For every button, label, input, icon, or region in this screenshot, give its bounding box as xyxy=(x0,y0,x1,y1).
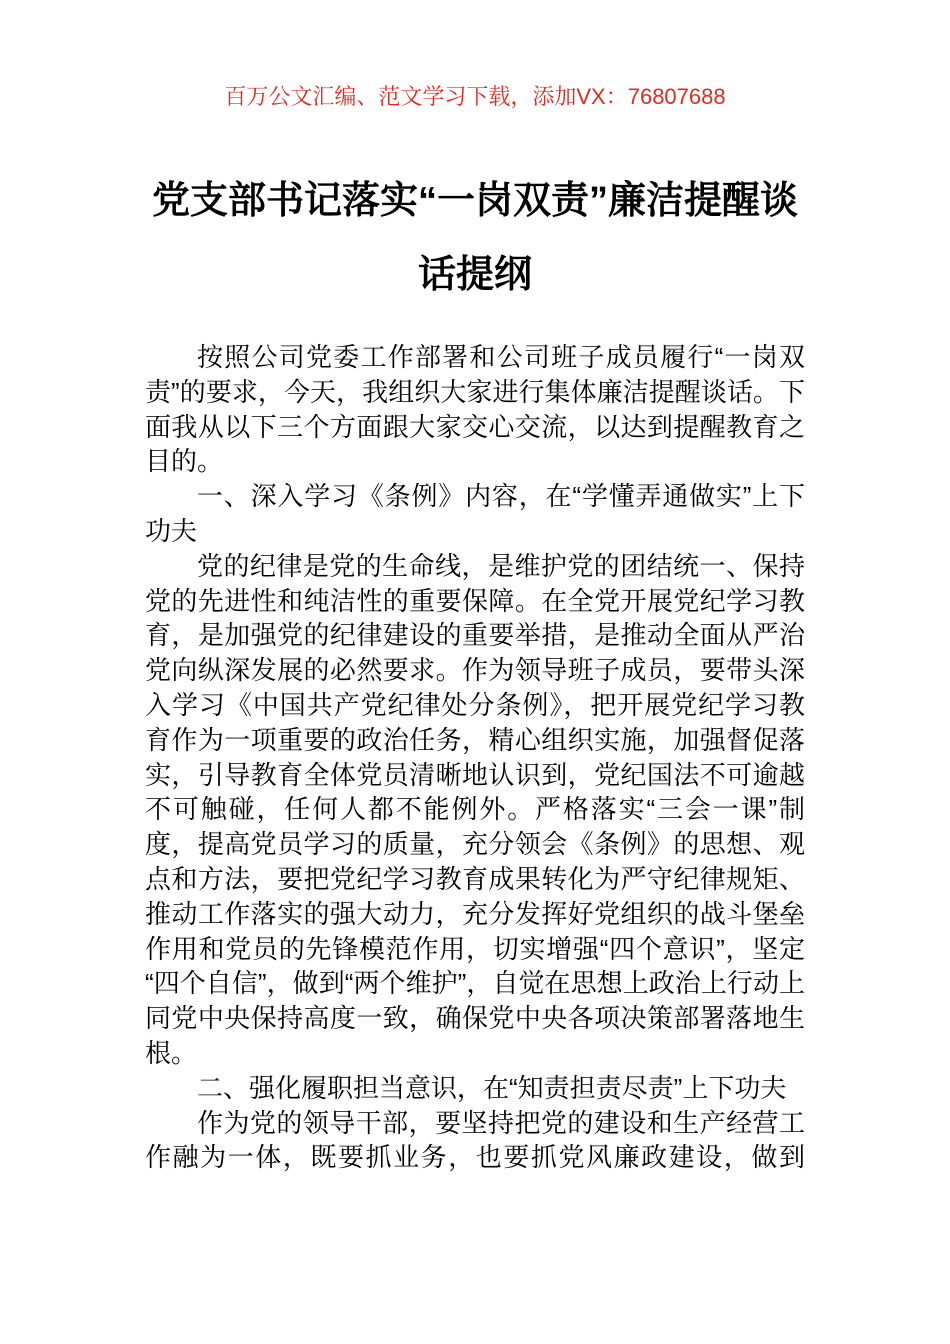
promo-banner: 百万公文汇编、范文学习下载，添加VX：76807688 xyxy=(224,84,726,109)
title-line-1: 党支部书记落实“一岗双责”廉洁提醒谈 xyxy=(151,180,798,222)
paragraph-section-1: 党的纪律是党的生命线，是维护党的团结统一、保持党的先进性和纯洁性的重要保障。在全党开展党纪学习教育，是加强党的纪律建设的重要举措，是推动全面从严治党向纵深发展的必然要求。作为领导班子成员，要带头深入学习《中国共产党纪律处分条例》，把开展党纪学习教育作为一项重要的政治任务，精心组织实施，加强督促落实，引导教育全体党员清晰地认识到，党纪国法不可逾越不可触碰，任何人都不能例外。严格落实“三会一课”制度，提高党员学习的质量，充分领会《条例》的思想、观点和方法，要把党纪学习教育成果转化为严守纪律规矩、推动工作落实的强大动力，充分发挥好党组织的战斗堡垒作用和党员的先锋模范作用，切实增强“四个意识”，坚定“四个自信”，做到“两个维护”，自觉在思想上政治上行动上同党中央保持高度一致，确保党中央各项决策部署落地生根。 xyxy=(145,550,805,1068)
section-heading-1: 一、深入学习《条例》内容，在“学懂弄通做实”上下功夫 xyxy=(145,481,805,546)
document-title xyxy=(125,164,825,312)
title-line-2: 话提纲 xyxy=(417,254,532,296)
section-heading-2: 二、强化履职担当意识，在“知责担责尽责”上下功夫 xyxy=(197,1072,787,1103)
document-body xyxy=(145,340,805,1175)
paragraph-section-2-clipped: 作为党的领导干部，要坚持把党的建设和生产经营工作融为一体，既要抓业务，也要抓党风廉政建设，做到 xyxy=(145,1107,805,1173)
paragraph-intro: 按照公司党委工作部署和公司班子成员履行“一岗双责”的要求，今天，我组织大家进行集体廉洁提醒谈话。下面我从以下三个方面跟大家交心交流，以达到提醒教育之目的。 xyxy=(145,342,805,477)
